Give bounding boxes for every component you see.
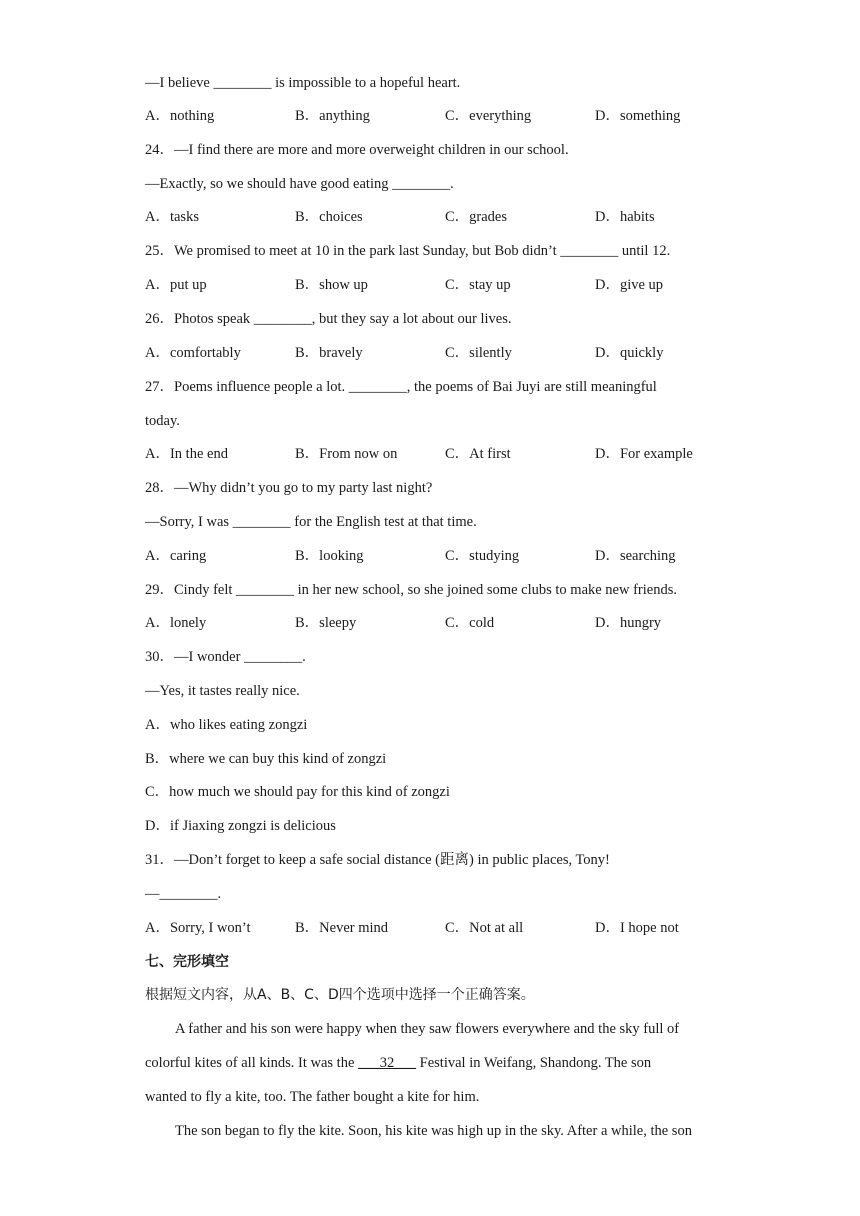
q23-option-b: B．anything: [295, 108, 370, 124]
q28-stem-line2: —Sorry, I was ________ for the English test at that time.: [145, 514, 477, 530]
q24-option-c: C．grades: [445, 209, 508, 225]
passage-line-3: wanted to fly a kite, too. The father bought a kite for him.: [145, 1089, 480, 1105]
q24-stem-line2: —Exactly, so we should have good eating ________.: [145, 176, 454, 192]
q29-option-c: C．cold: [445, 615, 495, 631]
q24-stem-line1: 24．—I find there are more and more overweight children in our school.: [145, 142, 569, 158]
q29-option-b: B．sleepy: [295, 615, 357, 631]
q30-option-b: B．where we can buy this kind of zongzi: [145, 751, 387, 767]
q27-option-b: B．From now on: [295, 446, 398, 462]
q23-option-a: A．nothing: [145, 108, 215, 124]
q31-option-a: A．Sorry, I won’t: [145, 920, 251, 936]
q28-stem-line1: 28．—Why didn’t you go to my party last night?: [145, 480, 433, 496]
q25-option-b: B．show up: [295, 277, 368, 293]
q30-option-a: A．who likes eating zongzi: [145, 717, 308, 733]
q26-stem: 26．Photos speak ________, but they say a lot about our lives.: [145, 311, 512, 327]
section-heading: 七、完形填空: [145, 954, 229, 970]
q30-stem-line2: —Yes, it tastes really nice.: [145, 683, 300, 699]
q31-stem-line1: 31．—Don’t forget to keep a safe social distance (距离) in public places, Tony!: [145, 852, 610, 868]
q25-option-d: D．give up: [595, 277, 664, 293]
q30-option-d: D．if Jiaxing zongzi is delicious: [145, 818, 336, 834]
passage-line-2: [145, 1053, 651, 1073]
q30-option-c: C．how much we should pay for this kind of zongzi: [145, 784, 450, 800]
q23-option-c: C．everything: [445, 108, 532, 124]
q31-option-b: B．Never mind: [295, 920, 389, 936]
section-instruction: 根据短文内容，从A、B、C、D四个选项中选择一个正确答案。: [145, 987, 535, 1003]
q30-stem-line1: 30．—I wonder ________.: [145, 649, 306, 665]
q24-option-b: B．choices: [295, 209, 363, 225]
q26-option-a: A．comfortably: [145, 345, 241, 361]
passage-line-4: The son began to fly the kite. Soon, his kite was high up in the sky. After a while, the son: [175, 1123, 692, 1139]
q26-option-c: C．silently: [445, 345, 512, 361]
q25-option-a: A．put up: [145, 277, 207, 293]
q23-stem: —I believe ________ is impossible to a hopeful heart.: [145, 75, 461, 91]
q26-option-b: B．bravely: [295, 345, 363, 361]
q25-stem: 25．We promised to meet at 10 in the park last Sunday, but Bob didn’t ________ until 12.: [145, 243, 671, 259]
q25-option-c: C．stay up: [445, 277, 511, 293]
q27-stem-line1: 27．Poems influence people a lot. ________, the poems of Bai Juyi are still meaningful: [145, 379, 657, 395]
q24-option-a: A．tasks: [145, 209, 199, 225]
q23-option-d: D．something: [595, 108, 681, 124]
q27-option-c: C．At first: [445, 446, 511, 462]
passage-line-1: A father and his son were happy when they saw flowers everywhere and the sky full of: [175, 1021, 680, 1037]
q29-option-a: A．lonely: [145, 615, 207, 631]
q28-option-c: C．studying: [445, 548, 520, 564]
q24-option-d: D．habits: [595, 209, 655, 225]
passage-line-2-end: Festival in Weifang, Shandong. The son: [416, 1055, 652, 1071]
q31-option-c: C．Not at all: [445, 920, 524, 936]
q28-option-d: D．searching: [595, 548, 676, 564]
q29-option-d: D．hungry: [595, 615, 662, 631]
q27-option-a: A．In the end: [145, 446, 228, 462]
q27-stem-line2: today.: [145, 413, 180, 429]
blank-32: ___32___: [358, 1055, 417, 1071]
q27-option-d: D．For example: [595, 446, 693, 462]
passage-line-2-start: colorful kites of all kinds. It was the: [145, 1055, 359, 1071]
q31-stem-line2: —________.: [145, 886, 222, 902]
q28-option-b: B．looking: [295, 548, 364, 564]
q26-option-d: D．quickly: [595, 345, 664, 361]
q29-stem: 29．Cindy felt ________ in her new school, so she joined some clubs to make new friends.: [145, 582, 677, 598]
q31-option-d: D．I hope not: [595, 920, 679, 936]
q28-option-a: A．caring: [145, 548, 207, 564]
